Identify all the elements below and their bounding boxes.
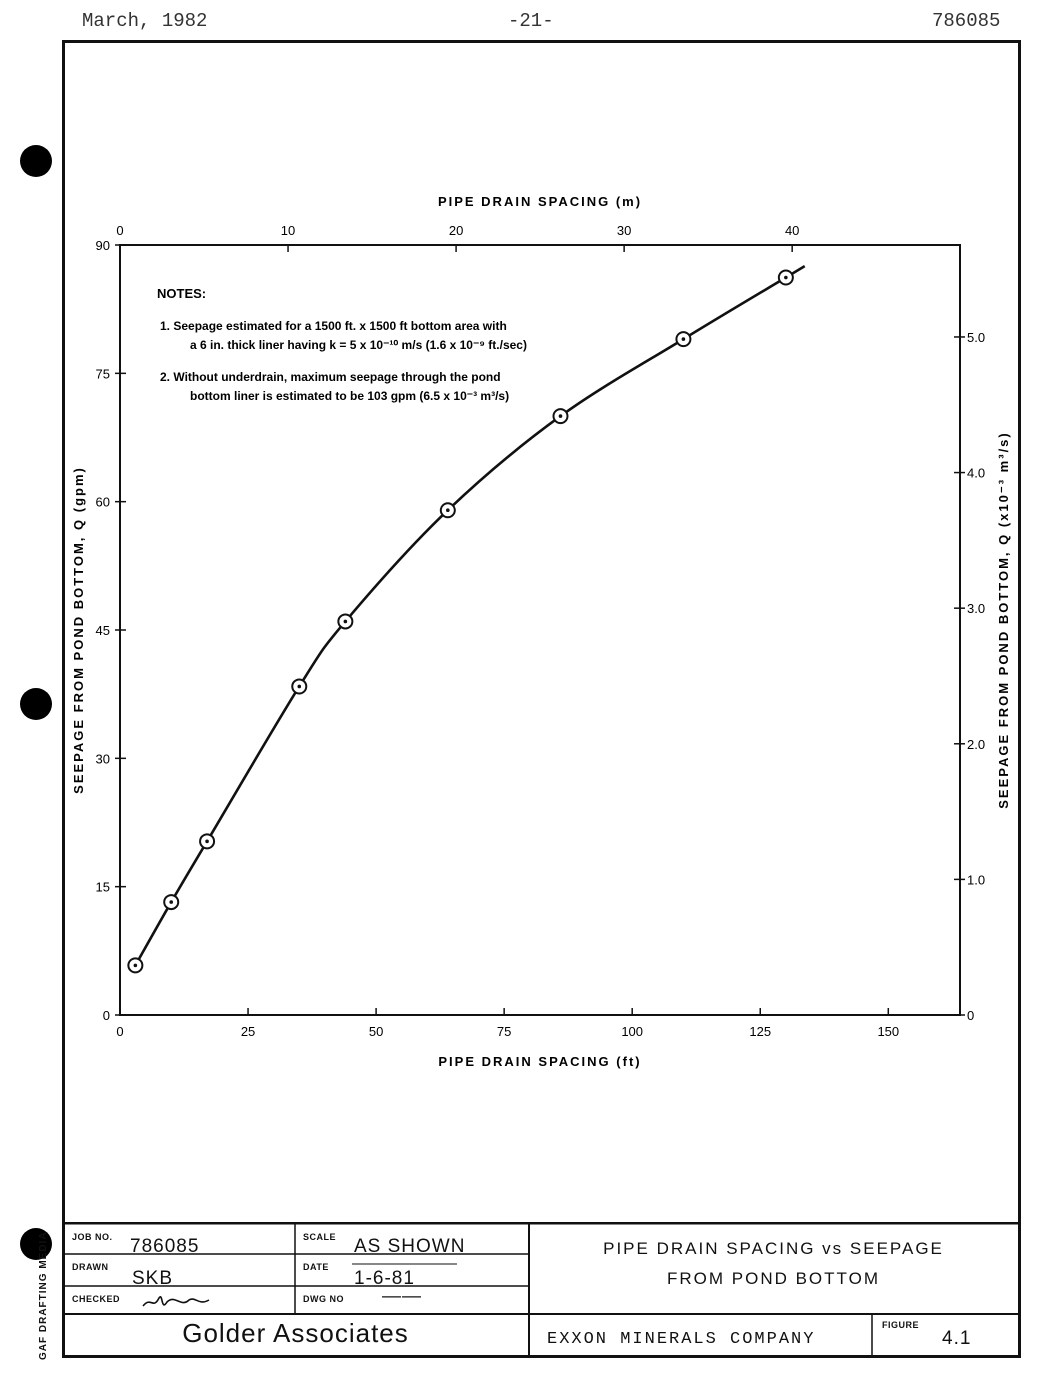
title-block — [62, 1222, 1018, 1355]
x2-tick-label: 0 — [116, 223, 124, 238]
x-axis-label: PIPE DRAIN SPACING (ft) — [438, 1054, 642, 1069]
scale-label: SCALE — [303, 1232, 337, 1242]
x-tick-label: 100 — [621, 1024, 644, 1039]
y-axis-label: SEEPAGE FROM POND BOTTOM, Q (gpm) — [71, 466, 86, 794]
data-point-center — [169, 900, 173, 904]
data-point-center — [134, 964, 138, 968]
header-page-number: -21- — [508, 10, 554, 32]
y2-tick-label: 5.0 — [967, 329, 986, 345]
drawing-title — [529, 1234, 1018, 1294]
y2-axis-ticks — [954, 330, 985, 1023]
job-number-label: JOB NO. — [72, 1232, 113, 1242]
y2-tick-label: 0 — [967, 1008, 975, 1023]
edge-watermark: GAF DRAFTING MEDIA — [38, 1231, 49, 1360]
x-tick-label: 0 — [116, 1024, 124, 1039]
note-2-line-2: bottom liner is estimated to be 103 gpm (6.5 x 10⁻³ m³/s) — [190, 389, 510, 403]
x2-tick-label: 30 — [616, 223, 632, 238]
data-point-center — [559, 414, 563, 418]
drawing-title-line-1: PIPE DRAIN SPACING vs SEEPAGE — [603, 1239, 944, 1258]
scale-value: AS SHOWN — [354, 1236, 466, 1257]
x2-axis-ticks — [116, 223, 799, 252]
checked-label: CHECKED — [72, 1294, 121, 1304]
drawing-number-label: DWG NO — [303, 1294, 344, 1304]
chart-notes — [157, 286, 527, 403]
y-tick-label: 45 — [95, 623, 110, 638]
firm-name: Golder Associates — [182, 1318, 409, 1348]
drawing-title-line-2: FROM POND BOTTOM — [666, 1269, 880, 1288]
note-2-line-1: 2. Without underdrain, maximum seepage through the pond — [160, 370, 501, 384]
figure-label: FIGURE — [882, 1320, 920, 1330]
x-tick-label: 125 — [749, 1024, 772, 1039]
y-tick-label: 30 — [95, 751, 110, 767]
drawn-label: DRAWN — [72, 1262, 109, 1272]
client-name: EXXON MINERALS COMPANY — [547, 1330, 816, 1349]
data-point-center — [784, 276, 788, 280]
notes-heading: NOTES: — [157, 286, 207, 301]
checked-by-signature — [137, 1288, 227, 1314]
y2-tick-label: 2.0 — [967, 736, 986, 752]
drawing-number: —— — [382, 1286, 422, 1307]
x2-tick-label: 10 — [280, 223, 296, 238]
x-tick-label: 75 — [496, 1024, 512, 1039]
y-tick-label: 75 — [95, 366, 110, 382]
y2-tick-label: 3.0 — [967, 601, 986, 617]
x2-axis-label: PIPE DRAIN SPACING (m) — [437, 194, 643, 209]
x-axis-ticks — [116, 1008, 899, 1039]
job-number: 786085 — [130, 1236, 200, 1257]
y-axis-ticks — [96, 238, 126, 1023]
data-point-center — [446, 508, 450, 512]
y-tick-label: 90 — [95, 238, 110, 253]
date-value: 1-6-81 — [354, 1268, 415, 1289]
y-tick-label: 0 — [102, 1008, 110, 1023]
data-point-center — [297, 685, 301, 689]
drawn-by: SKB — [132, 1268, 174, 1289]
y2-tick-label: 4.0 — [967, 465, 986, 481]
figure-number: 4.1 — [942, 1328, 972, 1349]
header-date: March, 1982 — [82, 10, 208, 32]
x2-tick-label: 20 — [448, 223, 464, 238]
plot-area-frame — [120, 245, 960, 1015]
y2-tick-label: 1.0 — [967, 872, 986, 888]
data-point-center — [344, 620, 348, 624]
x-tick-label: 150 — [877, 1024, 900, 1039]
x-tick-label: 25 — [240, 1024, 256, 1039]
x-tick-label: 50 — [368, 1024, 384, 1039]
data-point-center — [682, 337, 686, 341]
note-1-line-2: a 6 in. thick liner having k = 5 x 10⁻¹⁰ m/s (1.6 x 10⁻⁹ ft./sec) — [190, 338, 527, 352]
note-1-line-1: 1. Seepage estimated for a 1500 ft. x 1500 ft bottom area with — [160, 319, 507, 333]
y-tick-label: 60 — [95, 494, 110, 510]
data-point-center — [205, 840, 209, 844]
y-tick-label: 15 — [95, 879, 110, 895]
y2-axis-label: SEEPAGE FROM POND BOTTOM, Q (x10⁻³ m³/s) — [996, 431, 1011, 809]
x2-tick-label: 40 — [784, 223, 800, 238]
date-label: DATE — [303, 1262, 329, 1272]
header-document-number: 786085 — [932, 10, 1001, 32]
